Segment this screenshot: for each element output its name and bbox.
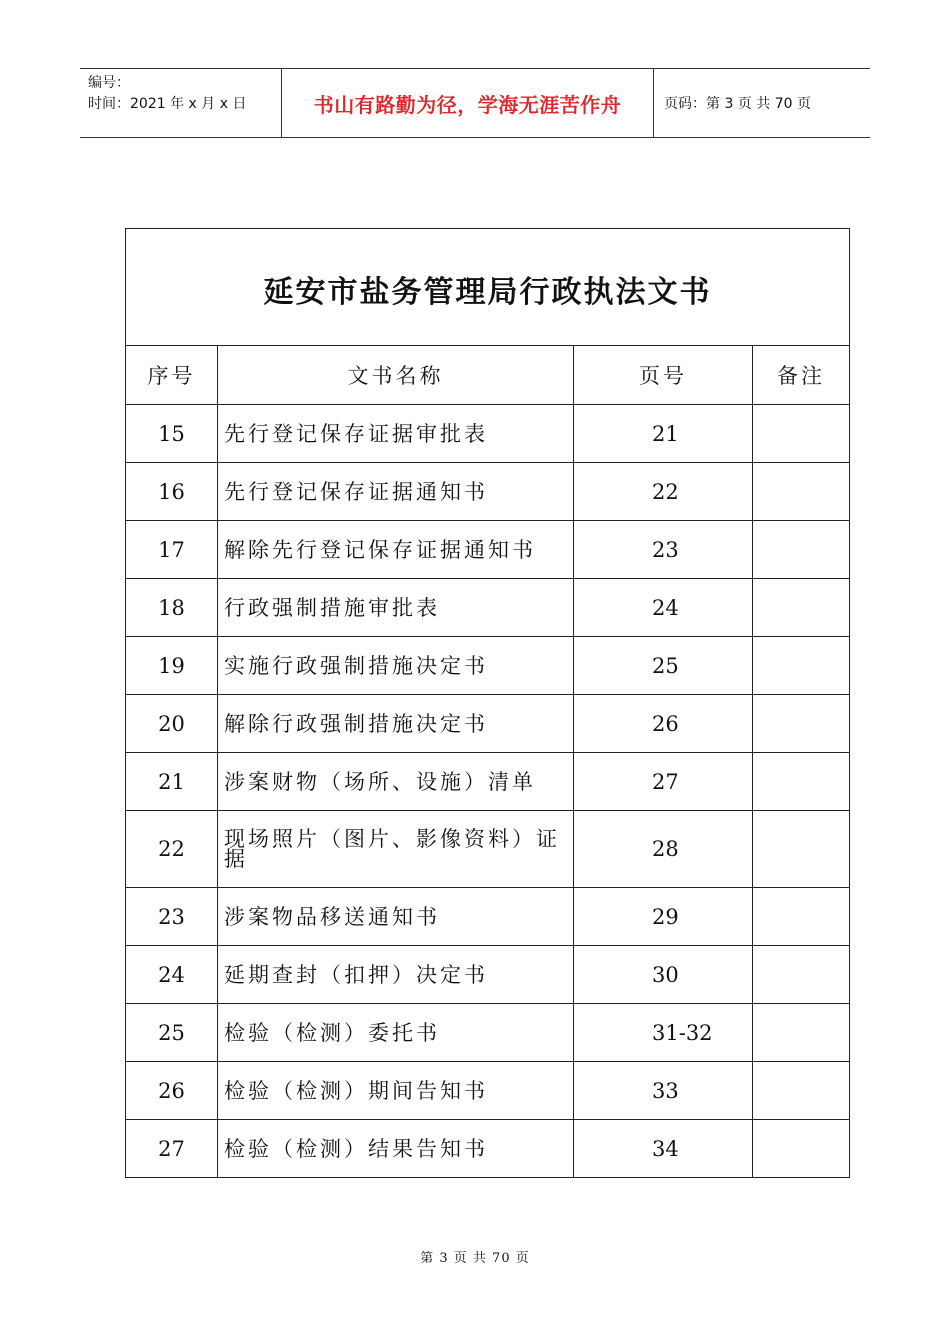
- row-number: 19: [126, 637, 218, 695]
- row-note: [753, 1004, 850, 1062]
- table-row: [126, 811, 850, 888]
- row-page-number: 25: [574, 637, 753, 695]
- table-row: [126, 579, 850, 637]
- row-number: 20: [126, 695, 218, 753]
- row-document-name: 现场照片（图片、影像资料）证据: [218, 811, 574, 888]
- row-document-name: 解除先行登记保存证据通知书: [218, 521, 574, 579]
- row-page-number: 21: [574, 405, 753, 463]
- row-page-number: 24: [574, 579, 753, 637]
- table-header-row: [126, 346, 850, 405]
- header-number-label: 编号：: [88, 75, 130, 91]
- row-page-number: 30: [574, 946, 753, 1004]
- row-note: [753, 811, 850, 888]
- row-page-number: 22: [574, 463, 753, 521]
- column-header-note: 备注: [753, 346, 850, 405]
- row-note: [753, 463, 850, 521]
- document-table: [125, 228, 850, 1178]
- row-number: 25: [126, 1004, 218, 1062]
- row-number: 23: [126, 888, 218, 946]
- row-number: 22: [126, 811, 218, 888]
- header-meta: [80, 69, 282, 137]
- table-row: [126, 946, 850, 1004]
- row-page-number: 29: [574, 888, 753, 946]
- row-number: 21: [126, 753, 218, 811]
- table-row: [126, 695, 850, 753]
- table-row: [126, 637, 850, 695]
- row-page-number: 28: [574, 811, 753, 888]
- row-page-number: 34: [574, 1120, 753, 1178]
- row-note: [753, 1062, 850, 1120]
- table-row: [126, 405, 850, 463]
- column-header-no: 序号: [126, 346, 218, 405]
- row-number: 27: [126, 1120, 218, 1178]
- row-note: [753, 405, 850, 463]
- table-row: [126, 521, 850, 579]
- row-document-name: 解除行政强制措施决定书: [218, 695, 574, 753]
- row-document-name: 检验（检测）期间告知书: [218, 1062, 574, 1120]
- row-note: [753, 637, 850, 695]
- table-row: [126, 1062, 850, 1120]
- column-header-name: 文书名称: [218, 346, 574, 405]
- row-document-name: 检验（检测）结果告知书: [218, 1120, 574, 1178]
- row-note: [753, 946, 850, 1004]
- page-header: [80, 68, 870, 138]
- row-document-name: 先行登记保存证据审批表: [218, 405, 574, 463]
- page-footer: 第 3 页 共 70 页: [420, 1251, 530, 1266]
- row-document-name: 先行登记保存证据通知书: [218, 463, 574, 521]
- row-document-name: 实施行政强制措施决定书: [218, 637, 574, 695]
- row-page-number: 27: [574, 753, 753, 811]
- row-document-name: 检验（检测）委托书: [218, 1004, 574, 1062]
- row-number: 26: [126, 1062, 218, 1120]
- column-header-page: 页号: [574, 346, 753, 405]
- row-document-name: 涉案物品移送通知书: [218, 888, 574, 946]
- table-body: [126, 405, 850, 1178]
- row-document-name: 延期查封（扣押）决定书: [218, 946, 574, 1004]
- row-note: [753, 753, 850, 811]
- row-document-name: 行政强制措施审批表: [218, 579, 574, 637]
- row-page-number: 23: [574, 521, 753, 579]
- row-page-number: 26: [574, 695, 753, 753]
- row-note: [753, 695, 850, 753]
- row-number: 16: [126, 463, 218, 521]
- header-page-info: 页码：第 3 页 共 70 页: [664, 96, 811, 112]
- row-note: [753, 579, 850, 637]
- table-row: [126, 1120, 850, 1178]
- row-page-number: 33: [574, 1062, 753, 1120]
- row-page-number: 31-32: [574, 1004, 753, 1062]
- row-number: 15: [126, 405, 218, 463]
- header-time-label: 时间：2021 年 x 月 x 日: [88, 96, 247, 112]
- row-note: [753, 888, 850, 946]
- row-note: [753, 521, 850, 579]
- table-row: [126, 1004, 850, 1062]
- document-title: 延安市盐务管理局行政执法文书: [126, 229, 850, 346]
- table-row: [126, 753, 850, 811]
- header-motto: 书山有路勤为径，学海无涯苦作舟: [282, 69, 654, 137]
- row-number: 18: [126, 579, 218, 637]
- row-number: 24: [126, 946, 218, 1004]
- row-document-name: 涉案财物（场所、设施）清单: [218, 753, 574, 811]
- row-number: 17: [126, 521, 218, 579]
- row-note: [753, 1120, 850, 1178]
- table-row: [126, 463, 850, 521]
- table-row: [126, 888, 850, 946]
